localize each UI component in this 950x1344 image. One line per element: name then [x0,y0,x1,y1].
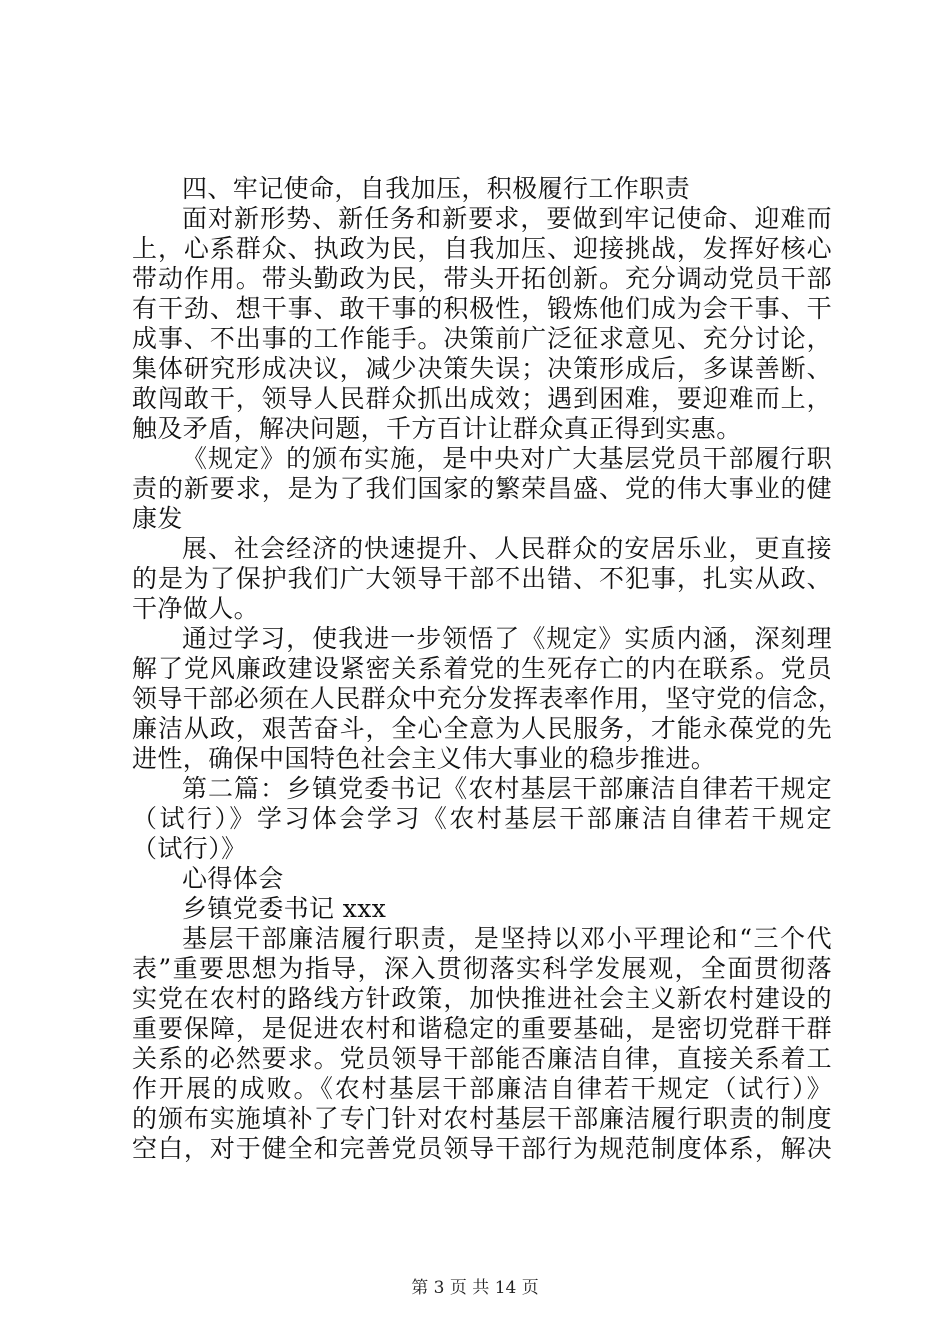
text-line: 敢闯敢干，领导人民群众抓出成效；遇到困难，要迎难而上， [132,384,832,413]
text-line: 四、牢记使命，自我加压，积极履行工作职责 [182,174,691,203]
text-line: 上，心系群众、执政为民，自我加压、迎接挑战，发挥好核心 [132,234,832,263]
text-line: 有干劲、想干事、敢干事的积极性，锻炼他们成为会干事、干 [132,294,832,323]
text-line: 的是为了保护我们广大领导干部不出错、不犯事，扎实从政、 [132,564,832,593]
text-line: 表”重要思想为指导，深入贯彻落实科学发展观，全面贯彻落 [132,954,832,983]
text-line: 触及矛盾，解决问题，千方百计让群众真正得到实惠。 [132,414,742,443]
text-line: 基层干部廉洁履行职责，是坚持以邓小平理论和“三个代 [182,924,832,953]
text-line: 进性，确保中国特色社会主义伟大事业的稳步推进。 [132,744,717,773]
text-line: 空白，对于健全和完善党员领导干部行为规范制度体系，解决 [132,1134,832,1163]
text-line: 作开展的成败。《农村基层干部廉洁自律若干规定（试行）》 [132,1074,832,1103]
text-line: 第二篇：乡镇党委书记《农村基层干部廉洁自律若干规定 [182,774,832,803]
text-line: 《规定》的颁布实施，是中央对广大基层党员干部履行职 [182,444,832,473]
text-line: 成事、不出事的工作能手。决策前广泛征求意见、充分讨论， [132,324,832,353]
text-line: 面对新形势、新任务和新要求，要做到牢记使命、迎难而 [182,204,832,233]
text-line: 乡镇党委书记 xxx [182,894,387,923]
text-line: 关系的必然要求。党员领导干部能否廉洁自律，直接关系着工 [132,1044,832,1073]
text-line: 解了党风廉政建设紧密关系着党的生死存亡的内在联系。党员 [132,654,832,683]
document-body [132,174,844,1164]
text-line: 展、社会经济的快速提升、人民群众的安居乐业，更直接 [182,534,832,563]
text-line: 领导干部必须在人民群众中充分发挥表率作用，坚守党的信念， [132,684,844,713]
text-line: 带动作用。带头勤政为民，带头开拓创新。充分调动党员干部 [132,264,832,293]
text-line: （试行）》 [132,834,247,863]
text-line: 的颁布实施填补了专门针对农村基层干部廉洁履行职责的制度 [132,1104,832,1133]
text-line: 廉洁从政，艰苦奋斗，全心全意为人民服务，才能永葆党的先 [132,714,832,743]
text-line: 康发 [132,504,183,533]
text-line: 实党在农村的路线方针政策，加快推进社会主义新农村建设的 [132,984,832,1013]
text-line: 通过学习，使我进一步领悟了《规定》实质内涵，深刻理 [182,624,832,653]
text-line: 干净做人。 [132,594,260,623]
text-line: 集体研究形成决议，减少决策失误；决策形成后，多谋善断、 [132,354,832,383]
page-footer: 第 3 页 共 14 页 [411,1278,539,1298]
text-line: 责的新要求，是为了我们国家的繁荣昌盛、党的伟大事业的健 [132,474,832,503]
text-line: 心得体会 [182,864,284,893]
text-line: （试行）》学习体会学习《农村基层干部廉洁自律若干规定 [132,804,832,833]
text-line: 重要保障，是促进农村和谐稳定的重要基础，是密切党群干群 [132,1014,832,1043]
